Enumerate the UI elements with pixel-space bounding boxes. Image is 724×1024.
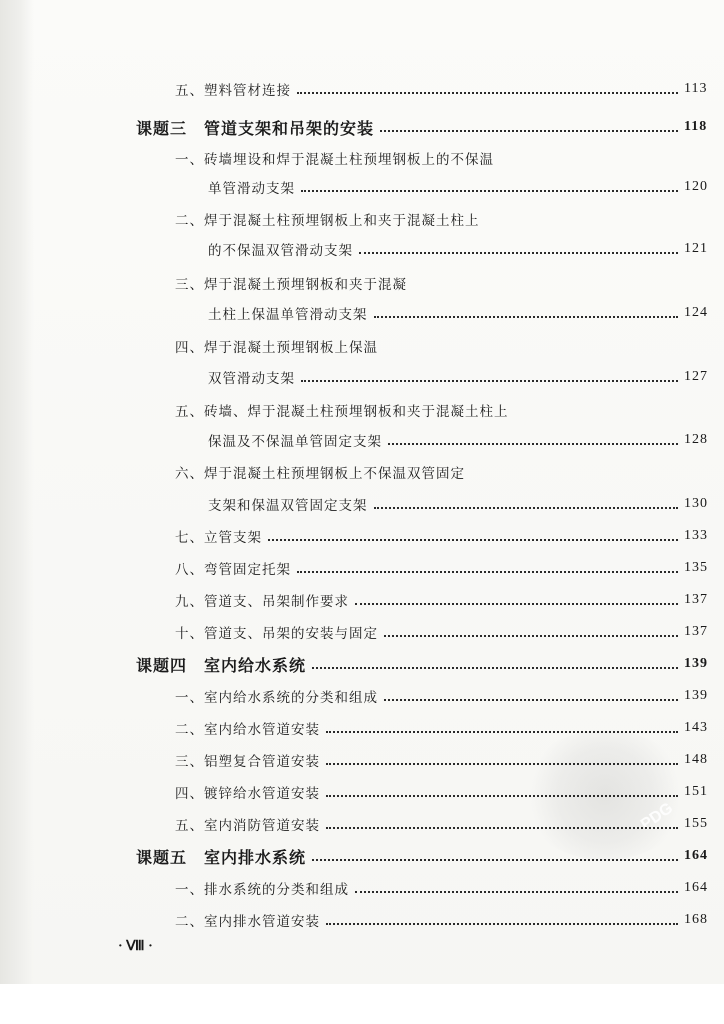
toc-page-number: 127 [684,369,708,384]
toc-entry [0,683,724,709]
toc-entry-title: 二、焊于混凝土柱预埋钢板上和夹于混凝土柱上 [175,213,480,229]
toc-page-number: 139 [684,656,708,671]
toc-page-number: 151 [684,784,708,799]
toc-entry [0,236,724,262]
toc-page-number: 164 [684,880,708,895]
dot-leader [301,190,678,192]
toc-entry-title: 五、砖墙、焊于混凝土柱预埋钢板和夹于混凝土柱上 [175,404,509,420]
toc-entry [0,875,724,901]
scan-bottom-margin [0,984,724,1024]
watermark-text: PDG [637,799,677,834]
toc-entry [0,364,724,390]
toc-entry-first-line [175,459,465,485]
dot-leader [312,667,678,669]
toc-entry [0,811,724,837]
toc-entry-title: 四、镀锌给水管道安装 [175,786,320,802]
dot-leader [297,571,678,573]
toc-chapter-entry [0,651,724,677]
dot-leader [384,635,678,637]
toc-entry-title: 的不保温双管滑动支架 [208,243,353,259]
toc-entry-title: 八、弯管固定托架 [175,562,291,578]
toc-entry-title: 七、立管支架 [175,530,262,546]
toc-entry-first-line [175,397,509,423]
toc-entry-title: 六、焊于混凝土柱预埋钢板上不保温双管固定 [175,466,465,482]
toc-page-number: 118 [684,119,708,134]
dot-leader [374,507,679,509]
dot-leader [326,731,678,733]
toc-entry-title: 五、塑料管材连接 [175,83,291,99]
toc-entry [0,715,724,741]
toc-page-number: 121 [684,241,708,256]
dot-leader [268,539,678,541]
toc-entry [0,587,724,613]
toc-entry-title: 双管滑动支架 [208,371,295,387]
toc-entry-first-line [175,206,480,232]
toc-page-number: 128 [684,432,708,447]
toc-page-number: 120 [684,179,708,194]
toc-page-number: 143 [684,720,708,735]
toc-entry [0,491,724,517]
dot-leader [384,699,678,701]
dot-leader [326,923,678,925]
toc-entry-title: 三、焊于混凝土预埋钢板和夹于混凝 [175,277,407,293]
toc-entry-title: 四、焊于混凝土预埋钢板上保温 [175,340,378,356]
toc-entry [0,555,724,581]
toc-page-number: 164 [684,848,708,863]
toc-page-number: 155 [684,816,708,831]
toc-entry-title: 三、铝塑复合管道安装 [175,754,320,770]
toc-page-number: 148 [684,752,708,767]
dot-leader [355,603,678,605]
toc-entry [0,619,724,645]
toc-entry-title: 土柱上保温单管滑动支架 [208,307,368,323]
toc-entry-title: 一、室内给水系统的分类和组成 [175,690,378,706]
toc-page-number: 130 [684,496,708,511]
toc-entry [0,427,724,453]
toc-page-number: 124 [684,305,708,320]
toc-page-number: 168 [684,912,708,927]
toc-entry-title: 课题三 管道支架和吊架的安装 [136,118,375,138]
toc-entry-title: 十、管道支、吊架的安装与固定 [175,626,378,642]
toc-entry-title: 单管滑动支架 [208,181,295,197]
toc-page-number: 113 [684,81,708,96]
toc-entry-title: 课题四 室内给水系统 [136,655,307,675]
page-folio: · Ⅷ · [118,939,153,954]
toc-page-number: 137 [684,592,708,607]
toc-page-number: 137 [684,624,708,639]
toc-entry [0,76,724,102]
toc-entry-title: 二、室内给水管道安装 [175,722,320,738]
toc-entry [0,779,724,805]
toc-entry [0,174,724,200]
dot-leader [326,763,678,765]
dot-leader [301,380,678,382]
toc-entry-first-line [175,270,407,296]
dot-leader [388,443,678,445]
dot-leader [355,891,678,893]
toc-entry-title: 五、室内消防管道安装 [175,818,320,834]
toc-entry-title: 课题五 室内排水系统 [136,847,307,867]
toc-entry-title: 一、排水系统的分类和组成 [175,882,349,898]
toc-entry [0,747,724,773]
toc-entry-title: 保温及不保温单管固定支架 [208,434,382,450]
toc-chapter-entry [0,114,724,140]
dot-leader [312,859,678,861]
dot-leader [326,795,678,797]
toc-entry-first-line [175,333,378,359]
toc-entry [0,300,724,326]
toc-page-number: 139 [684,688,708,703]
dot-leader [374,316,679,318]
toc-entry-title: 一、砖墙埋设和焊于混凝土柱预埋钢板上的不保温 [175,152,494,168]
dot-leader [380,130,678,132]
dot-leader [359,252,678,254]
toc-page-number: 135 [684,560,708,575]
toc-chapter-entry [0,843,724,869]
toc-entry-title: 二、室内排水管道安装 [175,914,320,930]
dot-leader [297,92,678,94]
dot-leader [326,827,678,829]
toc-entry-title: 九、管道支、吊架制作要求 [175,594,349,610]
toc-entry-title: 支架和保温双管固定支架 [208,498,368,514]
toc-entry [0,523,724,549]
toc-entry-first-line [175,145,494,171]
toc-entry [0,907,724,933]
toc-page-number: 133 [684,528,708,543]
